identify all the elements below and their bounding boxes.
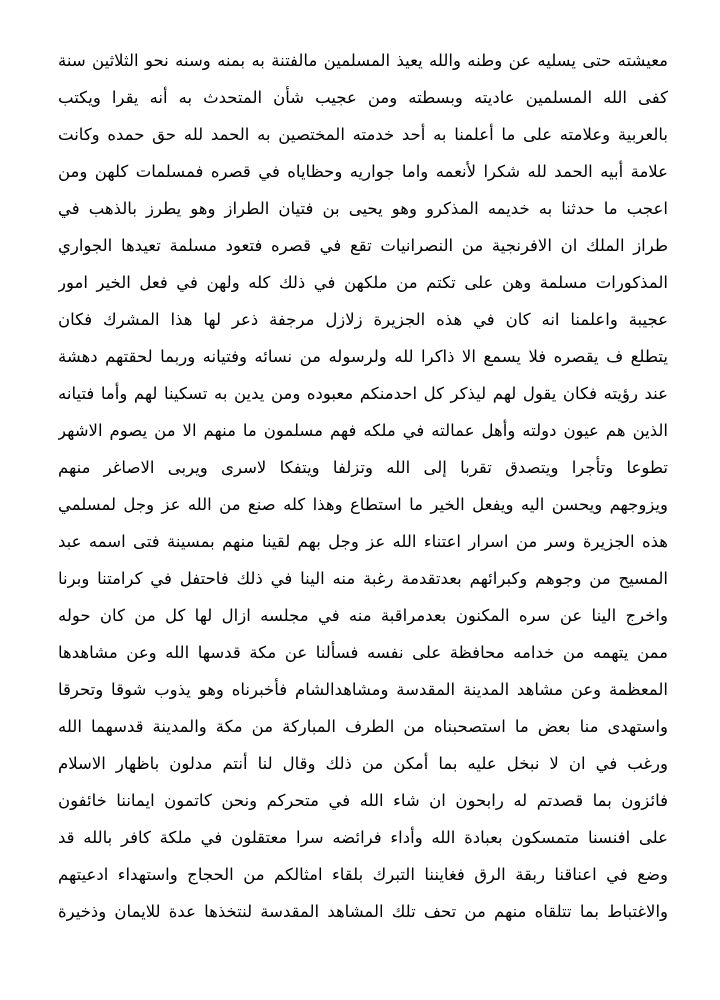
text-line: والاغتباط بما تتلقاه منهم من تحف تلك المشاهد المقدسة لنتخذها عدة للايمان وذخيرة [58, 902, 668, 921]
text-line: فائزون بما قصدتم له رابحون ان شاء الله في متحركم ونحن كاتمون ايماننا خائفون [58, 791, 668, 810]
text-line: اعجب ما حدثنا به خديمه المذكرو وهو يحيى بن فتيان الطراز وهو يطرز بالذهب في [58, 199, 668, 218]
text-line: هذه الجزيرة وسر من اسرار اعتناء الله عز وجل بهم لقينا منهم بمسينة فتى اسمه عبد [58, 532, 668, 551]
text-line: بالعربية وعلامته على ما أعلمنا به أحد خدمته المختصين به الحمد لله حق حمده وكانت [58, 125, 668, 144]
text-line: تطوعا وتأجرا ويتصدق تقربا إلى الله وتزلفا ويتفكا لاسرى ويربى الاصاغر منهم [58, 458, 668, 477]
text-line: يتطلع ف يقصره فلا يسمع الا ذاكرا لله ولرسوله من نسائه وفتيانه وربما لحقتهم دهشة [58, 347, 668, 366]
text-line: واستهدى منا بعض ما استصحبناه من الطرف المباركة من مكة والمدينة قدسهما الله [58, 717, 668, 736]
text-line: واخرج الينا عن سره المكنون بعدمراقبة منه في مجلسه ازال لها كل من كان حوله [58, 606, 668, 625]
text-line: ممن يتهمه من خدامه محافظة على نفسه فسألنا عن مكة قدسها الله وعن مشاهدها [58, 643, 668, 662]
text-line: المعظمة وعن مشاهد المدينة المقدسة ومشاهدالشام فأخبرناه وهو يذوب شوقا وتحرقا [58, 680, 668, 699]
text-line: الذين هم عيون دولته وأهل عمالته في ملكه فهم مسلمون ما منهم الا من يصوم الاشهر [58, 421, 668, 440]
text-line: كفى الله المسلمين عاديته وبسطته ومن عجيب شأن المتحدث به أنه يقرا ويكتب [58, 88, 668, 107]
text-line: ورغب في ان لا نبخل عليه بما أمكن من ذلك وقال لنا أنتم مدلون باظهار الاسلام [58, 754, 668, 773]
arabic-text-block [58, 42, 668, 930]
text-line: وضع في اعناقنا ربقة الرق فغايننا التبرك بلقاء امثالكم من الحجاج واستهداء ادعيتهم [58, 865, 668, 884]
text-line: المسيح من وجوهم وكبرائهم بعدتقدمة رغبة منه الينا في ذلك فاحتفل في كرامتنا وبرنا [58, 569, 668, 588]
text-line: على افنسنا متمسكون بعبادة الله وأداء فرائضه سرا معتقلون في ملكة كافر بالله قد [58, 828, 668, 847]
text-line: علامة أبيه الحمد لله شكرا لأنعمه واما جواريه وحظاياه في قصره فمسلمات كلهن ومن [58, 162, 668, 181]
text-line: عجيبة واعلمنا انه كان في هذه الجزيرة زلازل مرجفة ذعر لها هذا المشرك فكان [58, 310, 668, 329]
text-line: طراز الملك ان الافرنجية من النصرانيات تقع في قصره فتعود مسلمة تعيدها الجواري [58, 236, 668, 255]
text-line: عند رؤيته فكان يقول لهم ليذكر كل احدمنكم معبوده ومن يدين به تسكينا لهم وأما فتيانه [58, 384, 668, 403]
text-line: معيشته حتى يسليه عن وطنه والله يعيذ المسلمين مالفتنة به بمنه وسنه نحو الثلاثين سنة [58, 51, 668, 70]
text-line: ويزوجهم ويحسن اليه ويفعل الخير ما استطاع وهذا كله صنع من الله عز وجل لمسلمي [58, 495, 668, 514]
text-line: المذكورات مسلمة وهن على تكتم من ملكهن في ذلك كله ولهن في فعل الخير امور [58, 273, 668, 292]
